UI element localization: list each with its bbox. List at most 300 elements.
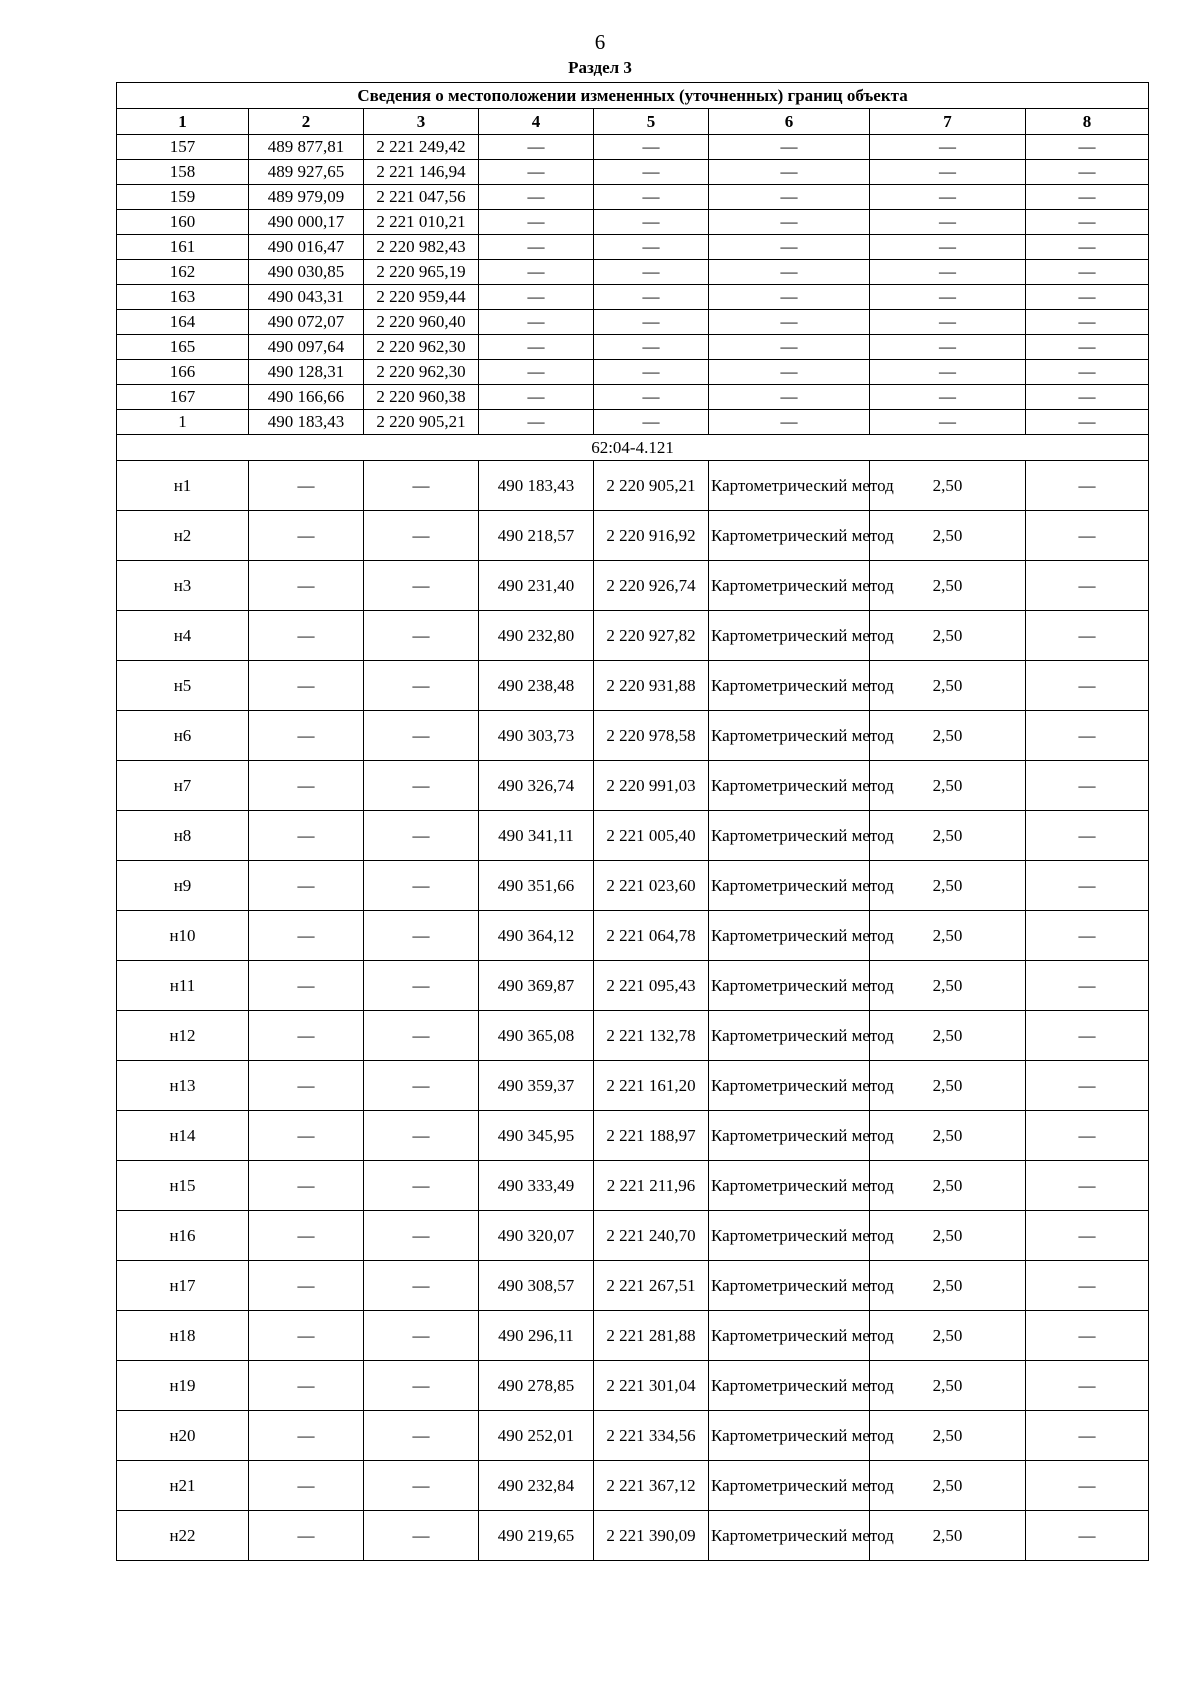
table-cell: н22: [117, 1511, 249, 1561]
table-cell: 2,50: [870, 1161, 1026, 1211]
table-cell: 2 220 926,74: [594, 561, 709, 611]
table-cell: —: [364, 811, 479, 861]
table-cell: —: [1026, 1411, 1149, 1461]
table-cell: —: [364, 1211, 479, 1261]
table-cell: —: [249, 1361, 364, 1411]
table-cell: —: [870, 385, 1026, 410]
table-cell: 490 183,43: [479, 461, 594, 511]
table-cell: —: [249, 1411, 364, 1461]
table-row: [117, 1411, 1149, 1461]
table-cell: 2 221 281,88: [594, 1311, 709, 1361]
table-cell: —: [364, 1411, 479, 1461]
table-cell: 2 220 962,30: [364, 360, 479, 385]
table-cell: 2,50: [870, 1011, 1026, 1061]
table-cell: 490 000,17: [249, 210, 364, 235]
table-cell: —: [1026, 1461, 1149, 1511]
table-cell: 2,50: [870, 461, 1026, 511]
table-row: [117, 661, 1149, 711]
table-row: [117, 1511, 1149, 1561]
table-cell: —: [479, 335, 594, 360]
table-cell: 2,50: [870, 511, 1026, 561]
table-cell: 2,50: [870, 1411, 1026, 1461]
table-cell: —: [249, 1461, 364, 1511]
table-cell: —: [1026, 1261, 1149, 1311]
table-cell: Картометрический метод: [709, 1461, 870, 1511]
table-cell: —: [594, 385, 709, 410]
table-cell: 2 221 249,42: [364, 135, 479, 160]
table-cell: 2 220 916,92: [594, 511, 709, 561]
table-caption: Сведения о местоположении измененных (уточненных) границ объекта: [117, 83, 1149, 109]
table-cell: 490 072,07: [249, 310, 364, 335]
table-cell: 2 220 931,88: [594, 661, 709, 711]
table-cell: —: [870, 360, 1026, 385]
table-cell: Картометрический метод: [709, 761, 870, 811]
table-row: [117, 410, 1149, 435]
table-cell: —: [1026, 811, 1149, 861]
table-row: [117, 711, 1149, 761]
column-header: 3: [364, 109, 479, 135]
table-cell: 2,50: [870, 661, 1026, 711]
table-cell: —: [364, 1261, 479, 1311]
table-cell: —: [479, 360, 594, 385]
table-cell: —: [1026, 1161, 1149, 1211]
table-cell: Картометрический метод: [709, 911, 870, 961]
table-cell: —: [1026, 360, 1149, 385]
column-header: 7: [870, 109, 1026, 135]
table-cell: —: [364, 1361, 479, 1411]
table-cell: 159: [117, 185, 249, 210]
table-row: [117, 961, 1149, 1011]
table-cell: н4: [117, 611, 249, 661]
table-cell: —: [249, 861, 364, 911]
table-cell: Картометрический метод: [709, 511, 870, 561]
table-cell: —: [249, 911, 364, 961]
table-cell: —: [1026, 310, 1149, 335]
table-cell: 490 231,40: [479, 561, 594, 611]
table-cell: —: [1026, 1311, 1149, 1361]
table-row: [117, 360, 1149, 385]
table-cell: —: [479, 260, 594, 285]
column-header: 4: [479, 109, 594, 135]
table-cell: 160: [117, 210, 249, 235]
table-cell: 2 221 334,56: [594, 1411, 709, 1461]
table-row: [117, 1211, 1149, 1261]
table-cell: —: [364, 561, 479, 611]
table-cell: —: [1026, 861, 1149, 911]
table-cell: 157: [117, 135, 249, 160]
table-cell: н20: [117, 1411, 249, 1461]
table-cell: 2,50: [870, 711, 1026, 761]
table-cell: 490 219,65: [479, 1511, 594, 1561]
table-cell: н9: [117, 861, 249, 911]
table-cell: —: [1026, 335, 1149, 360]
table-cell: 2 221 005,40: [594, 811, 709, 861]
table-cell: —: [249, 1211, 364, 1261]
table-cell: 2 220 965,19: [364, 260, 479, 285]
table-cell: 2 220 991,03: [594, 761, 709, 811]
table-cell: 1: [117, 410, 249, 435]
table-cell: 2,50: [870, 811, 1026, 861]
table-cell: 490 097,64: [249, 335, 364, 360]
table-cell: 2,50: [870, 1061, 1026, 1111]
cadastral-number-label: 62:04-4.121: [117, 435, 1149, 461]
table-cell: —: [709, 335, 870, 360]
table-cell: —: [479, 410, 594, 435]
table-cell: —: [364, 1161, 479, 1211]
table-cell: —: [1026, 1511, 1149, 1561]
table-row: [117, 135, 1149, 160]
table-cell: 2 221 161,20: [594, 1061, 709, 1111]
table-cell: —: [1026, 235, 1149, 260]
table-cell: 163: [117, 285, 249, 310]
table-cell: —: [364, 1461, 479, 1511]
table-cell: 2 221 267,51: [594, 1261, 709, 1311]
table-row: [117, 1461, 1149, 1511]
table-cell: 490 232,80: [479, 611, 594, 661]
table-cell: 2 220 959,44: [364, 285, 479, 310]
table-cell: 2,50: [870, 611, 1026, 661]
table-cell: —: [364, 961, 479, 1011]
table-cell: —: [249, 511, 364, 561]
table-cell: 490 238,48: [479, 661, 594, 711]
table-row: [117, 1011, 1149, 1061]
table-cell: 2 221 188,97: [594, 1111, 709, 1161]
table-cell: —: [1026, 1111, 1149, 1161]
table-cell: 2 221 095,43: [594, 961, 709, 1011]
table-cell: 2,50: [870, 1311, 1026, 1361]
table-cell: 490 166,66: [249, 385, 364, 410]
table-row: [117, 911, 1149, 961]
table-cell: —: [1026, 135, 1149, 160]
table-cell: Картометрический метод: [709, 1111, 870, 1161]
table-cell: —: [709, 410, 870, 435]
table-cell: 490 351,66: [479, 861, 594, 911]
column-header: 5: [594, 109, 709, 135]
table-cell: —: [364, 861, 479, 911]
table-cell: —: [709, 210, 870, 235]
table-cell: 490 030,85: [249, 260, 364, 285]
table-cell: 490 308,57: [479, 1261, 594, 1311]
table-cell: Картометрический метод: [709, 861, 870, 911]
table-cell: —: [594, 260, 709, 285]
table-cell: 2 221 064,78: [594, 911, 709, 961]
table-cell: 2,50: [870, 561, 1026, 611]
table-cell: —: [1026, 511, 1149, 561]
table-cell: —: [364, 1061, 479, 1111]
table-cell: —: [709, 235, 870, 260]
table-cell: —: [594, 135, 709, 160]
table-cell: —: [364, 1311, 479, 1361]
table-cell: 2 221 023,60: [594, 861, 709, 911]
table-cell: 490 128,31: [249, 360, 364, 385]
table-cell: 2 220 962,30: [364, 335, 479, 360]
table-cell: —: [1026, 385, 1149, 410]
table-cell: Картометрический метод: [709, 1411, 870, 1461]
page-number: 6: [594, 30, 606, 54]
table-cell: —: [249, 1511, 364, 1561]
table-cell: 2,50: [870, 1261, 1026, 1311]
table-cell: —: [479, 210, 594, 235]
table-cell: н15: [117, 1161, 249, 1211]
table-cell: 161: [117, 235, 249, 260]
table-row: [117, 861, 1149, 911]
table-cell: 2,50: [870, 1211, 1026, 1261]
table-cell: —: [479, 385, 594, 410]
table-cell: 2 221 240,70: [594, 1211, 709, 1261]
table-cell: 2,50: [870, 1361, 1026, 1411]
table-cell: —: [249, 1311, 364, 1361]
table-cell: Картометрический метод: [709, 1261, 870, 1311]
table-cell: —: [594, 360, 709, 385]
subsection-row: [117, 435, 1149, 461]
table-row: [117, 1061, 1149, 1111]
table-cell: н7: [117, 761, 249, 811]
table-cell: —: [249, 811, 364, 861]
table-cell: —: [1026, 410, 1149, 435]
table-cell: Картометрический метод: [709, 1161, 870, 1211]
table-cell: Картометрический метод: [709, 1211, 870, 1261]
table-cell: 2 221 146,94: [364, 160, 479, 185]
table-cell: —: [709, 160, 870, 185]
table-cell: 490 043,31: [249, 285, 364, 310]
table-cell: н18: [117, 1311, 249, 1361]
table-cell: Картометрический метод: [709, 961, 870, 1011]
table-cell: —: [709, 260, 870, 285]
table-cell: —: [364, 1111, 479, 1161]
table-row: [117, 761, 1149, 811]
table-row: [117, 1111, 1149, 1161]
column-header-row: [117, 109, 1149, 135]
table-cell: —: [249, 1161, 364, 1211]
table-cell: 490 341,11: [479, 811, 594, 861]
table-cell: —: [709, 310, 870, 335]
table-cell: Картометрический метод: [709, 1511, 870, 1561]
table-cell: 2 220 982,43: [364, 235, 479, 260]
table-cell: —: [479, 310, 594, 335]
table-cell: 490 364,12: [479, 911, 594, 961]
table-cell: н11: [117, 961, 249, 1011]
column-header: 8: [1026, 109, 1149, 135]
table-cell: 490 359,37: [479, 1061, 594, 1111]
table-cell: —: [249, 461, 364, 511]
table-cell: —: [594, 410, 709, 435]
table-cell: н8: [117, 811, 249, 861]
table-cell: —: [1026, 561, 1149, 611]
table-cell: —: [1026, 285, 1149, 310]
table-cell: —: [594, 310, 709, 335]
table-row: [117, 285, 1149, 310]
table-cell: 490 232,84: [479, 1461, 594, 1511]
table-cell: —: [1026, 160, 1149, 185]
table-cell: Картометрический метод: [709, 461, 870, 511]
table-cell: Картометрический метод: [709, 1311, 870, 1361]
table-cell: н19: [117, 1361, 249, 1411]
table-cell: Картометрический метод: [709, 711, 870, 761]
table-cell: —: [594, 160, 709, 185]
column-header: 6: [709, 109, 870, 135]
table-cell: 2 220 927,82: [594, 611, 709, 661]
table-row: [117, 235, 1149, 260]
table-cell: 2,50: [870, 1461, 1026, 1511]
table-cell: 2,50: [870, 911, 1026, 961]
table-cell: —: [364, 711, 479, 761]
table-cell: Картометрический метод: [709, 811, 870, 861]
table-cell: 490 016,47: [249, 235, 364, 260]
table-cell: Картометрический метод: [709, 561, 870, 611]
table-cell: 490 218,57: [479, 511, 594, 561]
table-cell: —: [1026, 1211, 1149, 1261]
table-cell: —: [594, 285, 709, 310]
boundary-coordinates-table: [116, 82, 1149, 1561]
table-cell: —: [1026, 1011, 1149, 1061]
table-cell: —: [1026, 761, 1149, 811]
table-cell: 162: [117, 260, 249, 285]
table-cell: —: [364, 511, 479, 561]
table-row: [117, 210, 1149, 235]
table-cell: —: [1026, 210, 1149, 235]
table-cell: 490 333,49: [479, 1161, 594, 1211]
table-cell: —: [870, 260, 1026, 285]
table-cell: —: [1026, 611, 1149, 661]
table-cell: 2 220 978,58: [594, 711, 709, 761]
table-row: [117, 335, 1149, 360]
column-header: 2: [249, 109, 364, 135]
table-cell: —: [1026, 185, 1149, 210]
table-cell: —: [249, 661, 364, 711]
table-cell: —: [1026, 711, 1149, 761]
table-cell: —: [870, 185, 1026, 210]
table-row: [117, 811, 1149, 861]
table-cell: —: [709, 385, 870, 410]
table-cell: —: [870, 210, 1026, 235]
table-row: [117, 561, 1149, 611]
table-cell: —: [709, 185, 870, 210]
table-cell: 490 252,01: [479, 1411, 594, 1461]
table-cell: н6: [117, 711, 249, 761]
column-header: 1: [117, 109, 249, 135]
table-cell: 489 877,81: [249, 135, 364, 160]
table-cell: 490 320,07: [479, 1211, 594, 1261]
table-cell: 158: [117, 160, 249, 185]
table-cell: —: [870, 310, 1026, 335]
table-cell: 490 296,11: [479, 1311, 594, 1361]
table-cell: —: [249, 1061, 364, 1111]
table-cell: Картометрический метод: [709, 1011, 870, 1061]
table-row: [117, 310, 1149, 335]
table-cell: Картометрический метод: [709, 611, 870, 661]
table-cell: —: [594, 185, 709, 210]
table-cell: 490 303,73: [479, 711, 594, 761]
table-cell: н21: [117, 1461, 249, 1511]
table-cell: —: [479, 135, 594, 160]
table-row: [117, 1261, 1149, 1311]
table-cell: —: [1026, 1361, 1149, 1411]
table-cell: 490 369,87: [479, 961, 594, 1011]
table-cell: —: [249, 1011, 364, 1061]
table-cell: 164: [117, 310, 249, 335]
table-cell: —: [479, 285, 594, 310]
table-cell: —: [364, 911, 479, 961]
table-cell: н16: [117, 1211, 249, 1261]
table-cell: —: [1026, 911, 1149, 961]
table-cell: н17: [117, 1261, 249, 1311]
table-cell: н12: [117, 1011, 249, 1061]
table-cell: 2 221 010,21: [364, 210, 479, 235]
table-cell: —: [709, 360, 870, 385]
table-cell: 2 221 047,56: [364, 185, 479, 210]
table-cell: —: [870, 285, 1026, 310]
table-cell: 2 221 367,12: [594, 1461, 709, 1511]
table-cell: —: [364, 661, 479, 711]
table-cell: 2,50: [870, 961, 1026, 1011]
table-cell: —: [1026, 961, 1149, 1011]
table-cell: —: [364, 1011, 479, 1061]
table-cell: н5: [117, 661, 249, 711]
table-cell: 2 220 905,21: [594, 461, 709, 511]
table-row: [117, 511, 1149, 561]
table-cell: —: [479, 235, 594, 260]
table-cell: —: [1026, 260, 1149, 285]
table-cell: Картометрический метод: [709, 1061, 870, 1111]
table-row: [117, 1311, 1149, 1361]
table-cell: 2 220 960,38: [364, 385, 479, 410]
table-cell: —: [479, 185, 594, 210]
table-caption-row: [117, 83, 1149, 109]
table-cell: —: [249, 1111, 364, 1161]
table-cell: —: [364, 1511, 479, 1561]
table-cell: н1: [117, 461, 249, 511]
table-cell: 490 365,08: [479, 1011, 594, 1061]
table-cell: 2,50: [870, 761, 1026, 811]
table-row: [117, 385, 1149, 410]
table-cell: 2 220 905,21: [364, 410, 479, 435]
table-cell: —: [594, 235, 709, 260]
table-cell: н3: [117, 561, 249, 611]
table-cell: 490 345,95: [479, 1111, 594, 1161]
table-cell: 167: [117, 385, 249, 410]
table-cell: 490 183,43: [249, 410, 364, 435]
table-cell: 2 221 132,78: [594, 1011, 709, 1061]
table-cell: —: [249, 611, 364, 661]
table-cell: Картометрический метод: [709, 661, 870, 711]
table-cell: —: [249, 1261, 364, 1311]
table-cell: 2,50: [870, 861, 1026, 911]
table-cell: 2 220 960,40: [364, 310, 479, 335]
table-cell: 490 326,74: [479, 761, 594, 811]
table-cell: н13: [117, 1061, 249, 1111]
table-cell: —: [364, 761, 479, 811]
table-cell: 489 927,65: [249, 160, 364, 185]
table-cell: —: [364, 611, 479, 661]
table-cell: н2: [117, 511, 249, 561]
table-cell: 490 278,85: [479, 1361, 594, 1411]
table-cell: —: [870, 410, 1026, 435]
table-row: [117, 260, 1149, 285]
table-cell: —: [249, 711, 364, 761]
table-cell: 166: [117, 360, 249, 385]
table-cell: —: [709, 285, 870, 310]
table-cell: —: [870, 135, 1026, 160]
table-cell: 2 221 390,09: [594, 1511, 709, 1561]
table-cell: —: [1026, 461, 1149, 511]
table-cell: н14: [117, 1111, 249, 1161]
table-cell: —: [870, 235, 1026, 260]
table-cell: 2 221 301,04: [594, 1361, 709, 1411]
table-cell: —: [594, 335, 709, 360]
table-cell: н10: [117, 911, 249, 961]
table-row: [117, 611, 1149, 661]
table-cell: 489 979,09: [249, 185, 364, 210]
